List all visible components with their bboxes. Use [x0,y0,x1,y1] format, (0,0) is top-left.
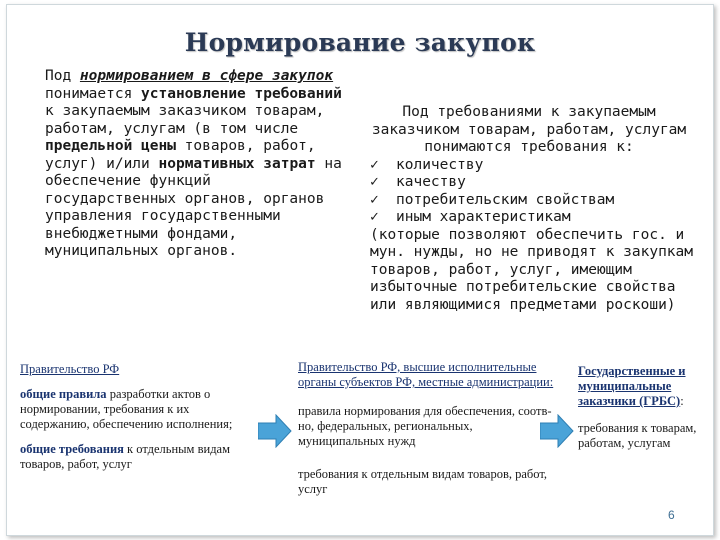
requirement-label: иным характеристикам [396,209,571,225]
column-regional-p2: требования к отдельным видам товаров, работ, услуг [298,467,548,496]
column-regional-heading: Правительство РФ, высшие исполнительные органы субъектов РФ, местные администрации: [298,360,554,389]
column-government [20,362,260,472]
requirement-label: потребительским свойствам [396,191,615,208]
def-text-1: Под [45,68,80,84]
column-regional-p1: правила нормирования для обеспечения, соотв-но, федеральных, региональных, муниципальных нужд [298,404,552,448]
definition-text [45,68,345,261]
requirement-item [364,209,694,227]
def-text-3: к закупаемым заказчиком товарам, работам, услугам (в том числе [45,103,325,137]
arrow-right-icon [258,414,292,448]
requirement-item [364,192,694,210]
def-bold-2: предельной цены [45,138,176,154]
column-customers-heading [578,364,718,409]
check-icon: ✓ [370,156,379,173]
def-term: нормированием в сфере закупок [79,68,334,84]
slide-title: Нормирование закупок [184,28,536,57]
column-government-p1 [20,387,260,432]
col1-bold-2: общие требования [20,442,124,456]
arrow-right-icon [540,414,574,448]
requirement-label: количеству [396,156,484,173]
col1-text-1: разработки актов о нормировании, требования к их содержанию, обеспечению исполнения; [20,387,233,431]
requirements-tail: (которые позволяют обеспечить гос. и мун. нужды, но не приводят к закупкам товаров, работ, услуг, имеющим избыточные потребительские свойства или являющимися предметами роскоши) [370,226,694,313]
column-government-p2 [20,442,260,472]
def-bold-3: нормативных затрат [158,155,316,172]
column-regional [298,360,556,497]
col1-text-2: к отдельным видам товаров, работ, услуг [20,442,231,471]
column-customers-p1: требования к товарам, работам, услугам [578,421,697,450]
col3-colon: : [680,394,684,408]
column-customers [578,364,718,451]
page-number: 6 [668,508,675,522]
requirement-label: качеству [396,174,466,190]
requirement-item [364,157,694,175]
check-icon: ✓ [370,174,379,190]
requirements-intro: Под требованиями к закупаемым заказчиком товарам, работам, услугам понимаются требования к: [371,104,687,155]
column-government-heading: Правительство РФ [20,362,120,376]
def-text-4: товаров, работ, услуг) и/или [45,138,316,172]
check-icon: ✓ [370,191,379,208]
requirement-item [364,174,694,192]
requirements-text [364,104,694,314]
check-icon: ✓ [370,209,379,225]
requirements-list [364,157,694,227]
def-text-2: понимается [45,85,142,102]
def-bold-1: установление требований [141,85,342,102]
col1-bold-1: общие правила [20,387,107,401]
def-text-5: на обеспечение функций государственных органов, органов управления государственными внебюджетными фондами, муниципальных органов. [45,155,342,259]
col3-head-text: Государственные и муниципальные заказчики (ГРБС) [578,364,686,408]
